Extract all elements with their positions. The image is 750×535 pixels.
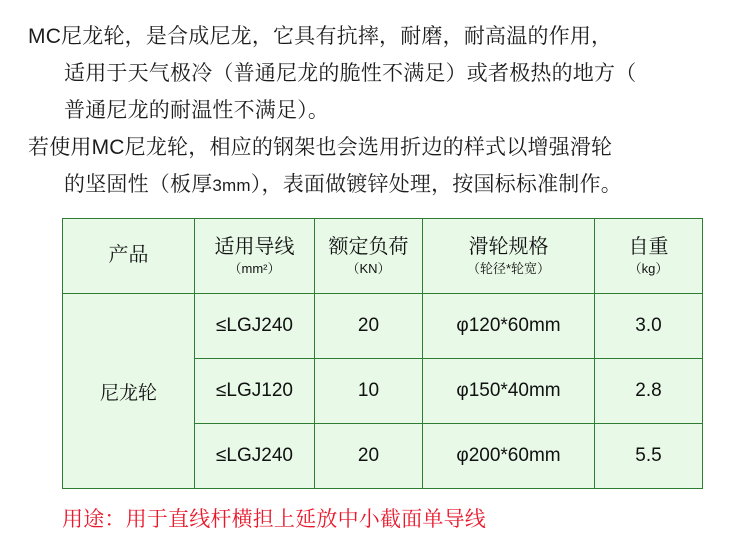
table-cell-weight: 2.8 [595, 359, 703, 424]
table-header-product [63, 219, 195, 294]
usage-footnote: 用途：用于直线杆横担上延放中小截面单导线 [62, 508, 486, 531]
table-header-weight-unit: （kg） [628, 261, 669, 276]
description-text [28, 18, 722, 204]
table-header-spec-unit: （轮径*轮宽） [466, 261, 551, 276]
table-cell-wire: ≤LGJ240 [195, 424, 315, 489]
table-cell-load: 20 [315, 424, 423, 489]
table-cell-load: 10 [315, 359, 423, 424]
table-header-row [63, 219, 703, 294]
table-header-product-label: 产品 [108, 244, 149, 266]
table-cell-spec: φ200*60mm [423, 424, 595, 489]
table-cell-wire: ≤LGJ120 [195, 359, 315, 424]
table-header-load-unit: （KN） [346, 261, 391, 276]
table-header-wire-unit: （mm²） [228, 261, 281, 276]
description-line-1: MC尼龙轮，是合成尼龙，它具有抗摔，耐磨，耐高温的作用， [28, 25, 613, 48]
board-thickness-value: 3mm [212, 176, 251, 195]
table-row [63, 294, 703, 359]
table-cell-spec: φ120*60mm [423, 294, 595, 359]
table-cell-weight: 3.0 [595, 294, 703, 359]
table-header-weight [595, 219, 703, 294]
description-line-5-after: ），表面做镀锌处理，按国标标准制作。 [250, 173, 622, 196]
table-cell-load: 20 [315, 294, 423, 359]
table-header-spec [423, 219, 595, 294]
table-header-spec-label: 滑轮规格 [468, 236, 549, 258]
table-cell-wire: ≤LGJ240 [195, 294, 315, 359]
table-header-weight-label: 自重 [628, 236, 669, 258]
table-header-wire [195, 219, 315, 294]
description-line-2: 适用于天气极冷（普通尼龙的脆性不满足）或者极热的地方（ [64, 62, 637, 85]
specification-table [62, 218, 703, 489]
table-header-load [315, 219, 423, 294]
description-line-3: 普通尼龙的耐温性不满足）。 [64, 99, 330, 122]
table-header-load-label: 额定负荷 [328, 236, 409, 258]
description-line-5-before: 的坚固性（板厚 [64, 173, 213, 196]
description-line-4: 若使用MC尼龙轮，相应的钢架也会选用折边的样式以增强滑轮 [28, 136, 613, 159]
table-header-wire-label: 适用导线 [214, 236, 295, 258]
description-line-5 [28, 166, 722, 204]
table-cell-weight: 5.5 [595, 424, 703, 489]
table-cell-product-name: 尼龙轮 [63, 294, 195, 489]
table-cell-spec: φ150*40mm [423, 359, 595, 424]
